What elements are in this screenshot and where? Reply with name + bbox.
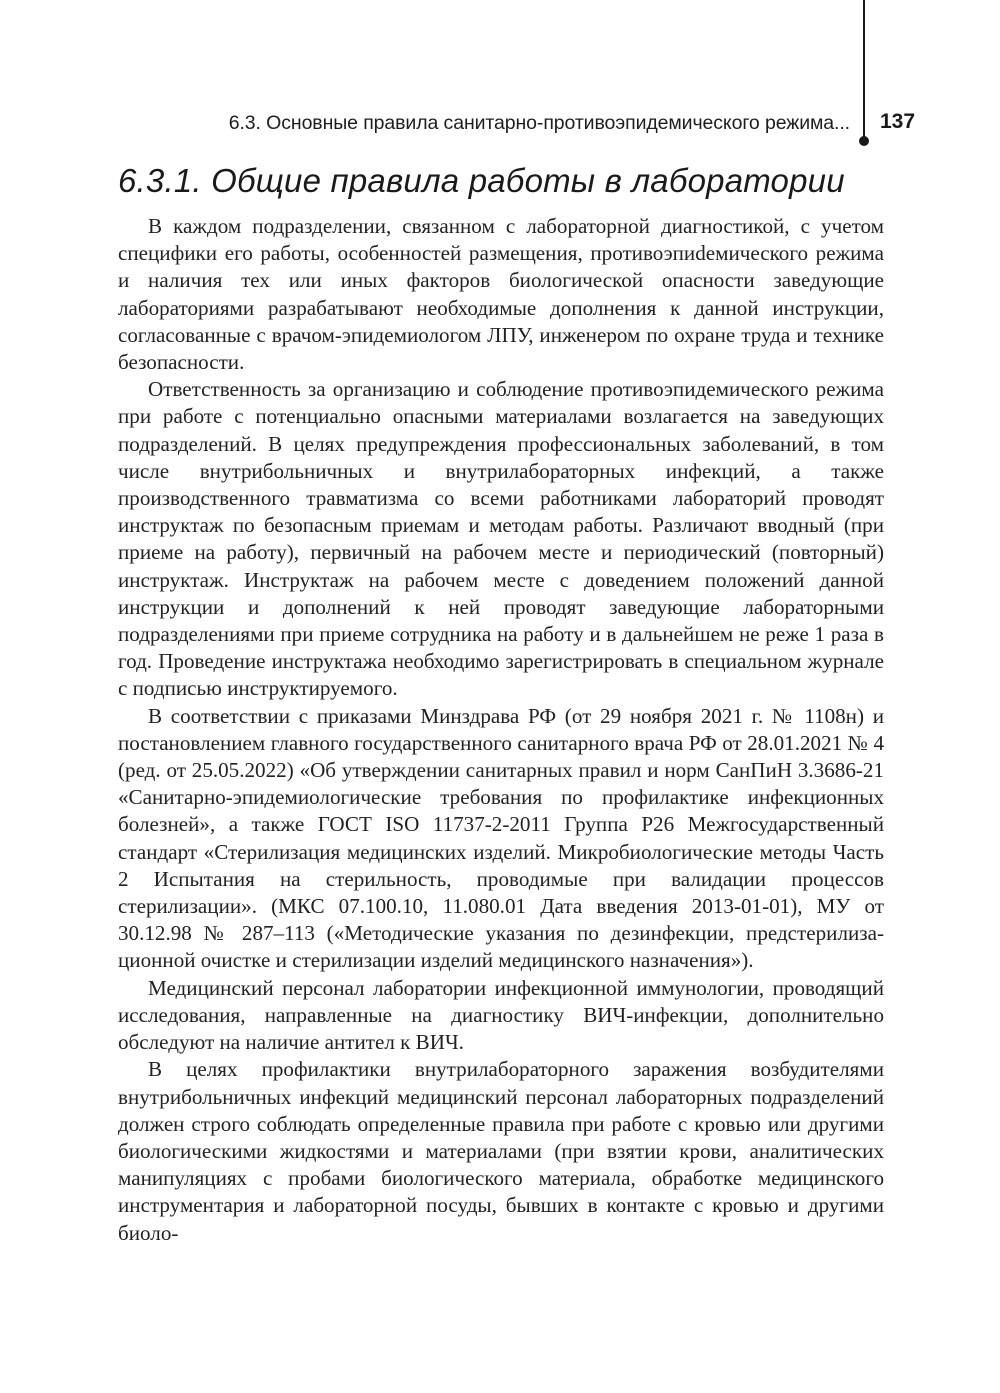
paragraph-4: Медицинский персонал лаборатории инфекционной иммунологии, проводящий исследования, направленные на диагностику ВИЧ-инфекции, дополнительно обследуют на наличие антител к ВИЧ.	[118, 975, 884, 1055]
section-title: 6.3.1. Общие правила работы в лаборатории	[118, 162, 845, 199]
running-header: 6.3. Основные правила санитарно-противоэпидемического режима...	[228, 112, 850, 134]
header-vertical-rule	[863, 0, 865, 140]
paragraph-1: В каждом подразделении, связанном с лабораторной диагностикой, с учетом специфики его работы, особенностей размещения, противоэпиdемического режима и наличия тех или иных факторов биологической опасности заведующие лабораториями разрабатывают необходимые дополнения к данной инструкции, согласованные с врачом-эпидемиологом ЛПУ, инженером по охране труда и технике безопасности.	[118, 214, 884, 375]
body-text	[118, 213, 884, 1247]
paragraph-3: В соответствии с приказами Минздрава РФ (от 29 ноября 2021 г. № 1108н) и постановлением главного государственного санитарного врача РФ от 28.01.2021 № 4 (ред. от 25.05.2022) «Об утверждении санитарных правил и норм СанПиН 3.3686-21 «Санитарно-эпидемиологические требования по профилактике инфекционных болезней», а также ГОСТ ISO 11737-2-2011 Группа Р26 Межгосударственный стандарт «Стерилизация медицинских изделий. Микробиологические методы Часть 2 Испытания на стерильность, проводимые при валидации процессов стерилизации». (МКС 07.100.10, 11.080.01 Дата введения 2013-01-01), МУ от 30.12.98 № 287–113 («Методические указания по дезинфекции, предстерилизационной очистке и стерилизации изделий медицинского назначения»).	[118, 703, 884, 973]
paragraph-5: В целях профилактики внутрилабораторного заражения возбудителями внутрибольничных инфекций медицинский персонал лабораторных подразделений должен строго соблюдать определенные правила при работе с кровью или другими биологическими жидкостями и материалами (при взятии крови, аналитических манипуляциях с пробами биологического материала, обработке медицинского инструментария и лабораторной посуды, бывших в контакте с кровью и другими биоло-	[118, 1057, 884, 1245]
header-rule-dot	[859, 136, 869, 146]
paragraph-2: Ответственность за организацию и соблюдение противоэпидемического режима при работе с потенциально опасными материалами возлагается на заведующих подразделений. В целях предупреждения профессиональных заболеваний, в том числе внутрибольничных и внутрилабораторных инфекций, а также производственного травматизма со всеми работниками лабораторий проводят инструктаж по безопасным приемам и методам работы. Различают вводный (при приеме на работу), первичный на рабочем месте и периодический (повторный) инструктаж. Инструктаж на рабочем месте с доведением положений данной инструкции и дополнений к ней проводят заведующие лабораторными подразделениями при приеме сотрудника на работу и в дальнейшем не реже 1 раза в год. Проведение инструктажа необходимо зарегистрировать в специальном журнале с подписью инструктируемого.	[118, 377, 884, 701]
page-number: 137	[880, 110, 916, 133]
